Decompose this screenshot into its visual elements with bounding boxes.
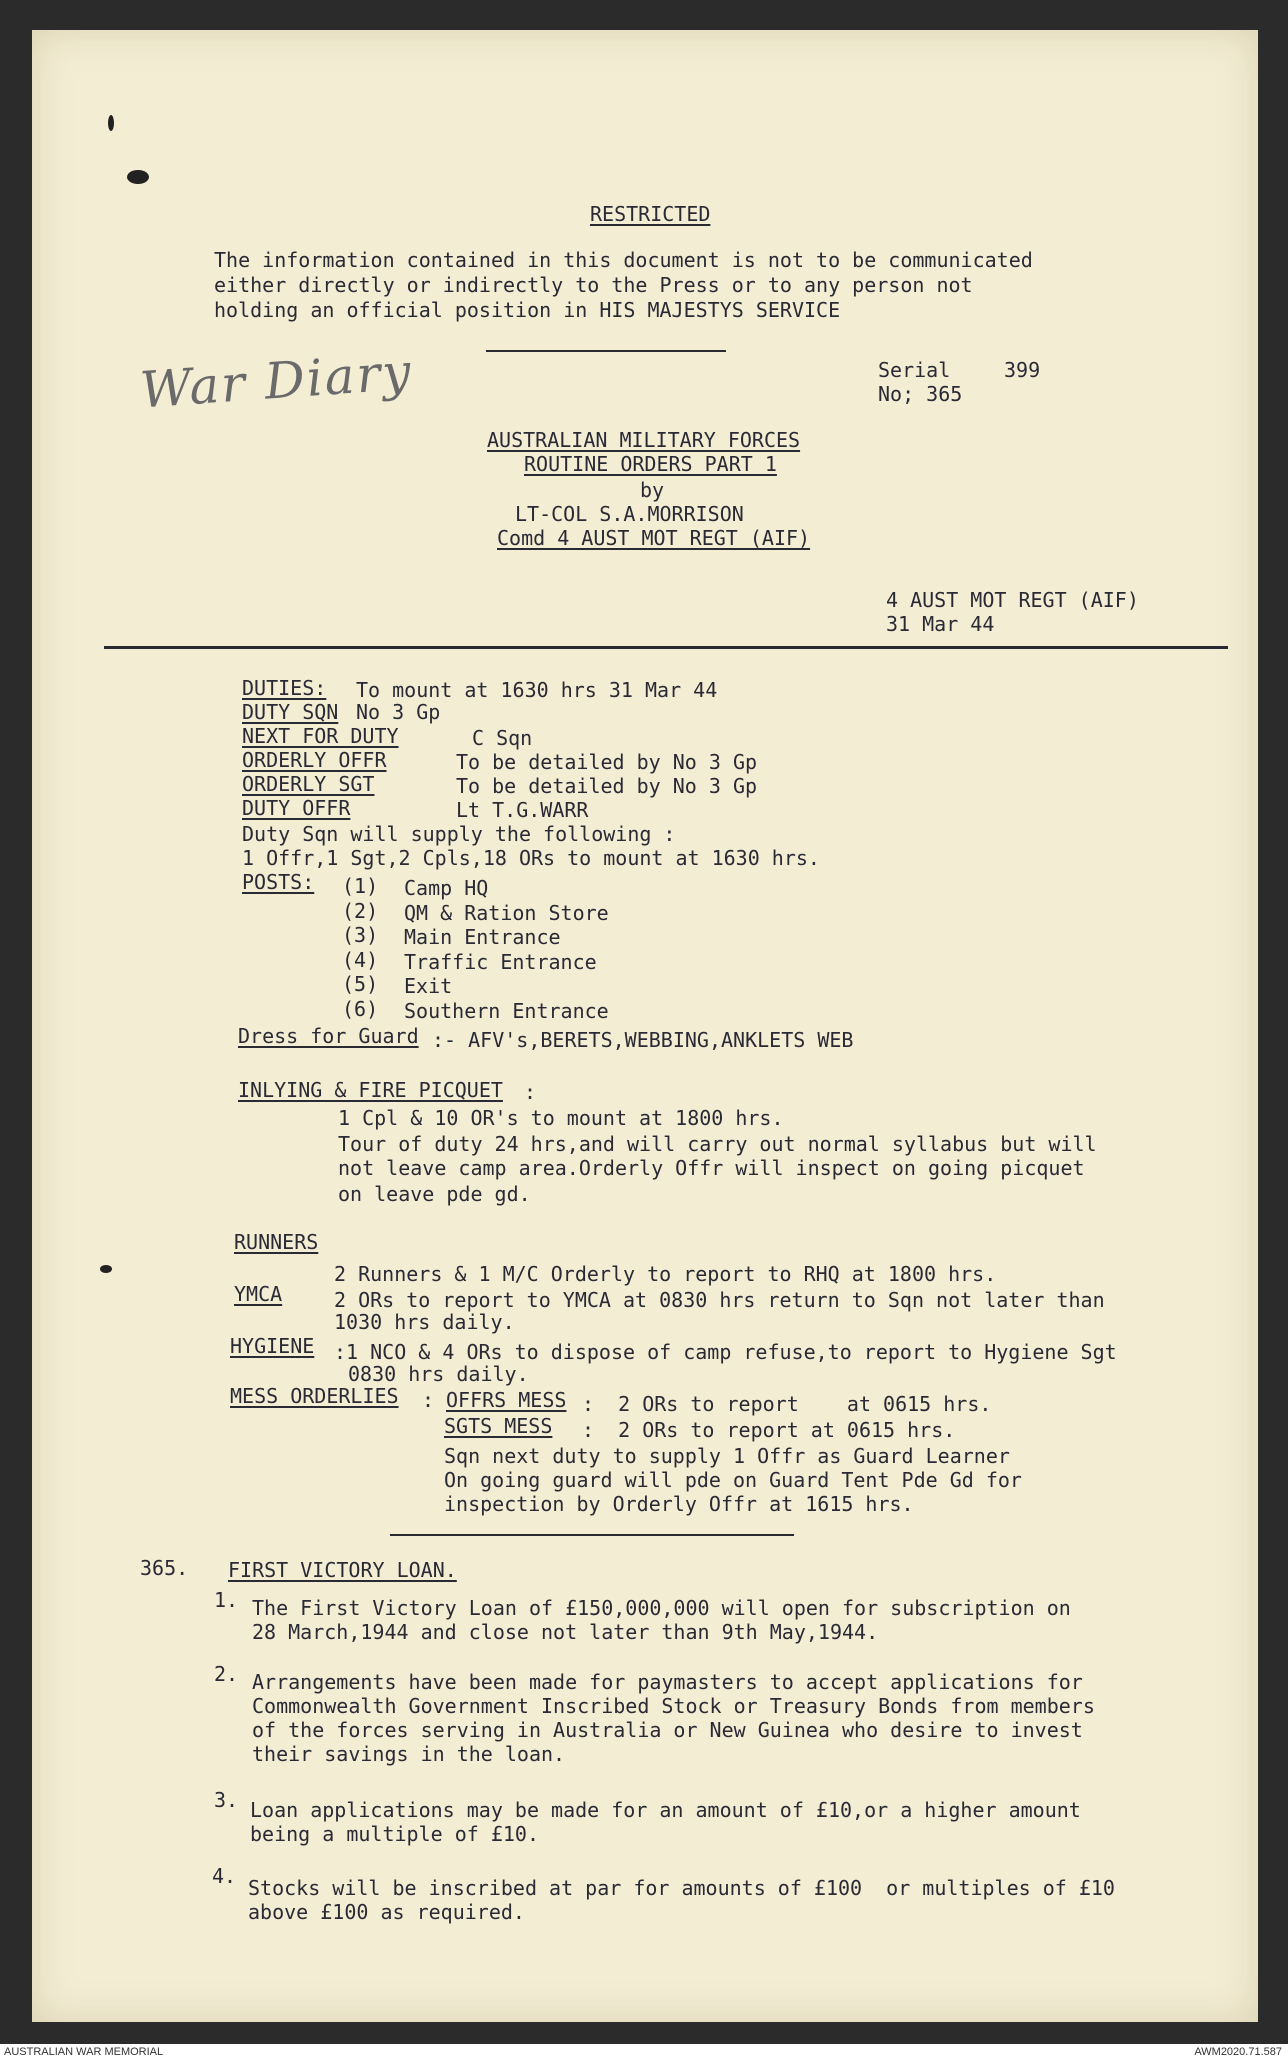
orderly-offr-label: ORDERLY OFFR <box>242 748 387 772</box>
post-number: (5) <box>342 972 379 996</box>
item-number: 365. <box>140 1556 189 1580</box>
dress-value: :- AFV's,BERETS,WEBBING,ANKLETS WEB <box>432 1028 854 1052</box>
orderly-sgt-value: To be detailed by No 3 Gp <box>456 774 758 798</box>
picquet-line-2: Tour of duty 24 hrs,and will carry out normal syllabus but will <box>338 1132 1097 1156</box>
runners-line-1: 2 Runners & 1 M/C Orderly to report to RHQ at 1800 hrs. <box>334 1262 997 1286</box>
learner-line-2: On going guard will pde on Guard Tent Pde Gd for <box>444 1468 1022 1492</box>
post-name: Camp HQ <box>404 876 489 900</box>
duties-text: To mount at 1630 hrs 31 Mar 44 <box>356 678 718 702</box>
post-number: (4) <box>342 947 379 972</box>
para-1-number: 1. <box>214 1588 239 1612</box>
para-3-number: 3. <box>214 1788 239 1812</box>
handwritten-annotation: War Diary <box>138 342 415 420</box>
para-3-line-2: being a multiple of £10. <box>250 1822 539 1846</box>
duty-offr-value: Lt T.G.WARR <box>456 798 589 822</box>
notice-line-2: either directly or indirectly to the Press or to any person not <box>214 273 973 297</box>
duty-offr-label: DUTY OFFR <box>242 796 351 820</box>
post-name: Southern Entrance <box>404 998 609 1023</box>
mess-orderlies-label: MESS ORDERLIES <box>230 1384 399 1408</box>
title-line-5: Comd 4 AUST MOT REGT (AIF) <box>497 526 811 550</box>
post-number: (3) <box>342 923 379 947</box>
para-4-line-2: above £100 as required. <box>248 1900 525 1924</box>
post-number: (6) <box>342 996 379 1021</box>
next-duty-value: C Sqn <box>472 726 533 750</box>
para-2-line-3: of the forces serving in Australia or New Guinea who desire to invest <box>252 1718 1083 1742</box>
next-duty-label: NEXT FOR DUTY <box>242 724 399 748</box>
hygiene-line-1: :1 NCO & 4 ORs to dispose of camp refuse,to report to Hygiene Sgt <box>334 1340 1117 1364</box>
punch-hole <box>100 1265 112 1273</box>
orderly-sgt-label: ORDERLY SGT <box>242 772 375 796</box>
picquet-colon: : <box>524 1080 537 1104</box>
section-divider <box>104 646 1228 649</box>
offrs-mess-value: : 2 ORs to report at 0615 hrs. <box>582 1392 992 1416</box>
picquet-line-3: not leave camp area.Orderly Offr will inspect on going picquet <box>338 1156 1085 1180</box>
footer-right: AWM2020.71.587 <box>1194 2046 1282 2058</box>
unit-name: 4 AUST MOT REGT (AIF) <box>886 588 1139 612</box>
restricted-heading: RESTRICTED <box>590 202 711 226</box>
para-1-line-1: The First Victory Loan of £150,000,000 will open for subscription on <box>252 1596 1071 1620</box>
post-name: QM & Ration Store <box>404 900 609 925</box>
orderly-offr-value: To be detailed by No 3 Gp <box>456 750 758 774</box>
learner-line-1: Sqn next duty to supply 1 Offr as Guard Learner <box>444 1444 1010 1468</box>
dress-label: Dress for Guard <box>238 1024 419 1048</box>
punch-hole <box>108 115 114 131</box>
hygiene-label: HYGIENE <box>230 1334 315 1358</box>
header-divider <box>486 350 726 352</box>
runners-label: RUNNERS <box>234 1230 319 1254</box>
para-1-line-2: 28 March,1944 and close not later than 9th May,1944. <box>252 1620 879 1644</box>
duty-sqn-value: No 3 Gp <box>356 700 441 724</box>
picquet-line-1: 1 Cpl & 10 OR's to mount at 1800 hrs. <box>338 1106 784 1130</box>
para-4-number: 4. <box>212 1864 237 1888</box>
duty-sqn-label: DUTY SQN <box>242 700 339 724</box>
post-number: (1) <box>342 874 379 898</box>
footer-bar <box>0 2044 1288 2061</box>
hygiene-line-2: 0830 hrs daily. <box>348 1362 529 1386</box>
post-name: Main Entrance <box>404 925 561 949</box>
para-2-line-4: their savings in the loan. <box>252 1742 566 1766</box>
offrs-mess-label: OFFRS MESS <box>446 1388 567 1412</box>
post-name: Traffic Entrance <box>404 949 597 974</box>
duties-label: DUTIES: <box>242 676 327 700</box>
sgts-mess-value: : 2 ORs to report at 0615 hrs. <box>582 1418 956 1442</box>
notice-line-1: The information contained in this document is not to be communicated <box>214 248 1033 272</box>
serial-value: 399 <box>1004 358 1041 382</box>
ymca-line-1: 2 ORs to report to YMCA at 0830 hrs return to Sqn not later than <box>334 1288 1105 1312</box>
title-line-3: by <box>640 478 665 502</box>
learner-line-3: inspection by Orderly Offr at 1615 hrs. <box>444 1492 914 1516</box>
post-name: Exit <box>404 974 453 998</box>
para-2-line-2: Commonwealth Government Inscribed Stock or Treasury Bonds from members <box>252 1694 1095 1718</box>
ymca-line-2: 1030 hrs daily. <box>334 1310 515 1334</box>
punch-hole <box>127 170 149 184</box>
footer-left: AUSTRALIAN WAR MEMORIAL <box>4 2046 164 2058</box>
para-3-line-1: Loan applications may be made for an amount of £10,or a higher amount <box>250 1798 1081 1822</box>
sgts-mess-label: SGTS MESS <box>444 1414 553 1438</box>
title-line-4: LT-COL S.A.MORRISON <box>515 502 744 526</box>
ymca-label: YMCA <box>234 1282 283 1306</box>
title-line-2: ROUTINE ORDERS PART 1 <box>524 452 777 476</box>
para-2-number: 2. <box>214 1662 239 1686</box>
supply-line-2: 1 Offr,1 Sgt,2 Cpls,18 ORs to mount at 1630 hrs. <box>242 846 820 870</box>
para-4-line-1: Stocks will be inscribed at par for amounts of £100 or multiples of £10 <box>248 1876 1115 1900</box>
picquet-label: INLYING & FIRE PICQUET <box>238 1078 503 1102</box>
posts-label: POSTS: <box>242 870 315 894</box>
para-2-line-1: Arrangements have been made for paymasters to accept applications for <box>252 1670 1083 1694</box>
notice-line-2: holding an official position in HIS MAJESTYS SERVICE <box>214 298 841 322</box>
loan-title: FIRST VICTORY LOAN. <box>228 1558 457 1582</box>
post-number: (2) <box>342 898 379 923</box>
order-date: 31 Mar 44 <box>886 612 995 636</box>
section-divider-2 <box>390 1534 794 1536</box>
supply-line-1: Duty Sqn will supply the following : <box>242 822 676 846</box>
serial-label: Serial <box>878 358 951 382</box>
picquet-line-4: on leave pde gd. <box>338 1182 531 1206</box>
title-line-1: AUSTRALIAN MILITARY FORCES <box>487 428 801 452</box>
mess-colon: : <box>422 1388 435 1412</box>
serial-number: No; 365 <box>878 382 963 406</box>
